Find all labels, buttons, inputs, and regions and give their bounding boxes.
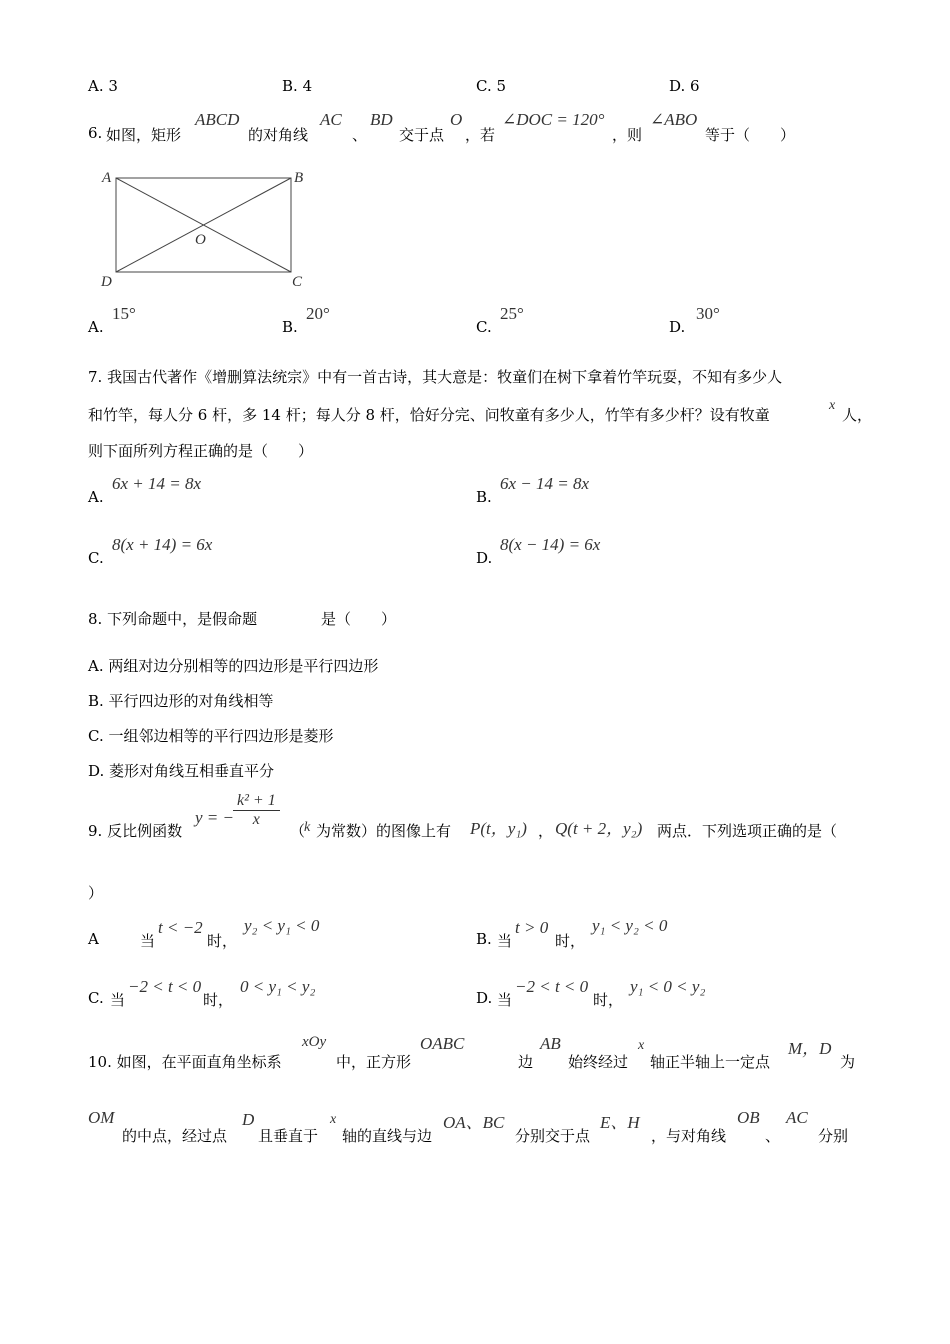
q5-option-a[interactable]: A. 3 — [88, 77, 118, 95]
q6-option-b[interactable]: B. — [282, 318, 298, 336]
q8-option-a[interactable]: A. 两组对边分别相等的四边形是平行四边形 — [88, 657, 379, 675]
q7-option-b[interactable]: B. — [476, 488, 492, 506]
q6-option-d[interactable]: D. — [669, 318, 686, 336]
q8-option-b[interactable]: B. 平行四边形的对角线相等 — [88, 692, 274, 710]
q8-option-d[interactable]: D. 菱形对角线互相垂直平分 — [88, 762, 275, 780]
label-o: O — [195, 232, 206, 248]
q8-option-c[interactable]: C. 一组邻边相等的平行四边形是菱形 — [88, 727, 334, 745]
q6-option-c[interactable]: C. — [476, 318, 492, 336]
label-d: D — [101, 274, 112, 290]
label-b: B — [294, 170, 304, 186]
q5-option-b[interactable]: B. 4 — [282, 77, 313, 95]
q7-option-a[interactable]: A. — [88, 488, 104, 506]
q7-option-d[interactable]: D. — [476, 549, 493, 567]
label-a: A — [102, 170, 112, 186]
q9-fraction: $\frac{\text{k² + 1}}{x}$ — [233, 792, 280, 829]
label-c: C — [292, 274, 303, 290]
q5-option-d[interactable]: D. 6 — [669, 77, 700, 95]
q6-option-a[interactable]: A. — [88, 318, 104, 336]
q7-option-c[interactable]: C. — [88, 549, 104, 567]
q6-rectangle-figure — [96, 165, 316, 290]
q5-option-c[interactable]: C. 5 — [476, 77, 507, 95]
